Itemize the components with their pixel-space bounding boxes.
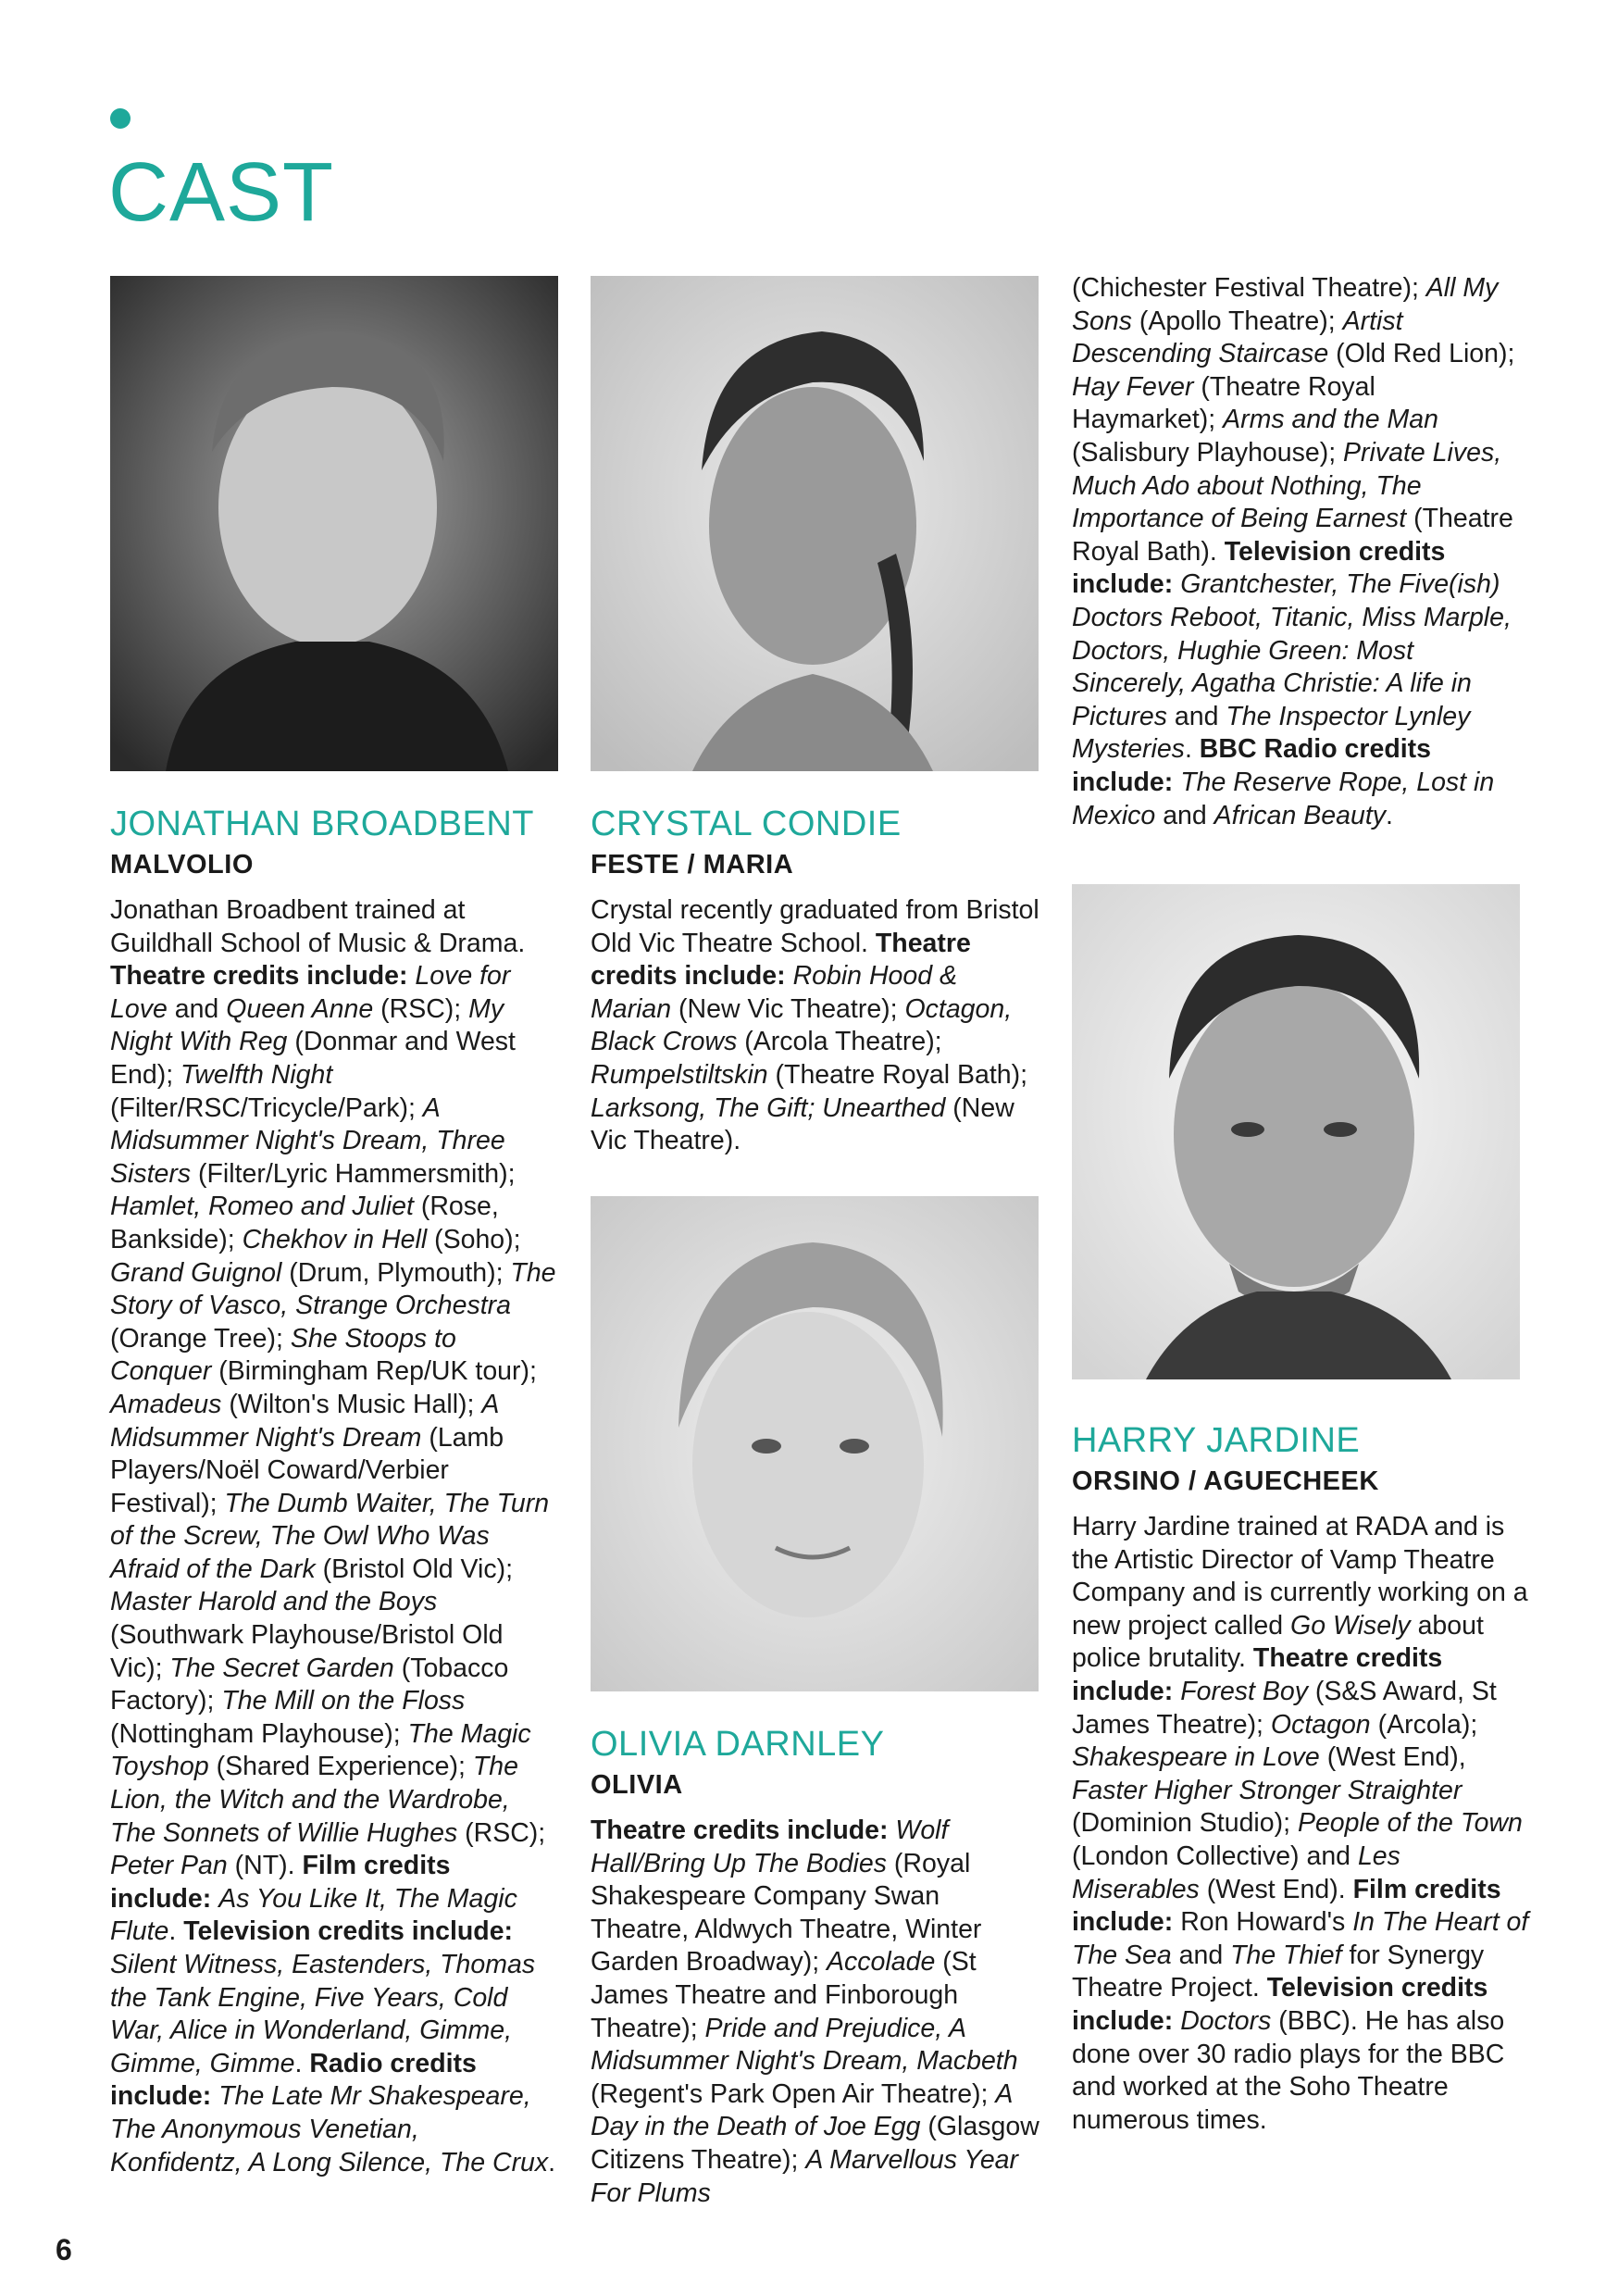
bio-title: Queen Anne	[226, 993, 374, 1024]
bio-text: (Theatre Royal Haymarket);	[1072, 371, 1375, 435]
bio-title: Artist Descending Staircase	[1072, 306, 1403, 369]
bio-text: (Rose, Bankside);	[110, 1192, 499, 1254]
cast-entry-harry-jardine	[1072, 1418, 1535, 2137]
bio-text: (Apollo Theatre);	[1131, 306, 1343, 336]
bio-title: The Magic Toyshop	[110, 1718, 531, 1782]
bio-title: Master Harold and the Boys	[110, 1587, 438, 1617]
bio-title: Grantchester, The Five(ish) Doctors Reboot, Titanic, Miss Marple, Doctors, Hughie Green: Most Sincerely, Agatha Christie: A life in Pictures	[1072, 569, 1512, 731]
bio-heading: Theatre credits include:	[110, 961, 416, 992]
bio-title: Rumpelstiltskin	[591, 1059, 768, 1090]
bio-text: (West End).	[1199, 1874, 1353, 1904]
bio-text: (RSC);	[373, 993, 469, 1024]
cast-bio-continued-olivia-darnley	[1072, 272, 1525, 832]
bio-text: (Shared Experience);	[208, 1752, 473, 1782]
bio-text: (Nottingham Playhouse);	[110, 1718, 408, 1749]
cast-bio	[110, 894, 558, 2179]
bio-title: The Lion, the Witch and the Wardrobe, The Sonnets of Willie Hughes	[110, 1752, 518, 1848]
cast-bio-continued	[1072, 272, 1525, 832]
bio-text: (Glasgow Citizens Theatre);	[591, 2112, 1039, 2175]
bio-title: The Inspector Lynley Mysteries	[1072, 701, 1471, 765]
bio-text: .	[1184, 734, 1200, 765]
bio-text: (Salisbury Playhouse);	[1072, 437, 1344, 468]
cast-role: OLIVIA	[591, 1770, 683, 1800]
bio-title: People of the Town	[1297, 1808, 1523, 1839]
bio-title: Doctors	[1180, 2005, 1272, 2036]
bio-text: (Regent's Park Open Air Theatre);	[591, 2078, 996, 2109]
bio-text: for Synergy Theatre Project.	[1072, 1940, 1485, 2003]
bio-title: Accolade	[827, 1947, 936, 1978]
accent-dot	[110, 108, 131, 129]
bio-text: (Birmingham Rep/UK tour);	[211, 1356, 537, 1387]
bio-heading: Radio credits include:	[110, 2048, 477, 2112]
bio-heading: Television credits include:	[183, 1916, 514, 1947]
photo-jonathan-broadbent	[110, 276, 558, 771]
bio-title: Octagon, Black Crows	[591, 993, 1013, 1057]
bio-title: My Night With Reg	[110, 993, 504, 1057]
bio-text: .	[1386, 800, 1393, 830]
bio-text: (Filter/Lyric Hammersmith);	[191, 1158, 516, 1189]
bio-text: about police brutality.	[1072, 1610, 1484, 1674]
cast-name: HARRY JARDINE	[1072, 1421, 1361, 1460]
bio-title: The Dumb Waiter, The Turn of the Screw, The Owl Who Was Afraid of the Dark	[110, 1488, 550, 1584]
bio-title: Go Wisely	[1290, 1610, 1411, 1641]
cast-role: FESTE / MARIA	[591, 850, 794, 880]
bio-title: Octagon	[1270, 1709, 1371, 1740]
bio-text: .	[168, 1916, 184, 1947]
bio-heading: Film credits include:	[110, 1851, 451, 1914]
bio-text: (St James Theatre and Finborough Theatre);	[591, 1947, 977, 2043]
bio-title: She Stoops to Conquer	[110, 1323, 456, 1387]
photo-crystal-condie	[591, 276, 1039, 771]
bio-title: Hay Fever	[1072, 371, 1194, 402]
bio-title: A Midsummer Night's Dream, Three Sisters	[110, 1092, 505, 1189]
bio-text: .	[548, 2147, 556, 2177]
cast-entry-olivia-darnley	[591, 1722, 1044, 2210]
bio-text: (Bristol Old Vic);	[315, 1554, 514, 1584]
bio-title: A Day in the Death of Joe Egg	[591, 2078, 1013, 2142]
bio-text: (S&S Award, St James Theatre);	[1072, 1676, 1497, 1740]
bio-title: The Late Mr Shakespeare, The Anonymous Venetian, Konfidentz, A Long Silence, The Crux	[110, 2081, 549, 2177]
bio-title: Peter Pan	[110, 1851, 228, 1881]
bio-text: (BBC). He has also done over 30 radio plays for the BBC and worked at the Soho Theatre numerous times.	[1072, 2005, 1505, 2135]
bio-title: Hamlet, Romeo and Juliet	[110, 1192, 414, 1222]
cast-entry-crystal-condie	[591, 802, 1044, 1158]
bio-text: (New Vic Theatre);	[671, 993, 905, 1024]
bio-text: (Tobacco Factory);	[110, 1653, 509, 1716]
bio-text: (Royal Shakespeare Company Swan Theatre, Aldwych Theatre, Winter Garden Broadway);	[591, 1848, 982, 1978]
bio-title: A Marvellous Year For Plums	[591, 2144, 1019, 2208]
bio-heading: Theatre credits include:	[591, 1816, 896, 1845]
bio-heading: Television credits include:	[1072, 536, 1446, 600]
bio-title: Forest Boy	[1180, 1676, 1308, 1706]
bio-text: Ron Howard's	[1180, 1907, 1353, 1938]
bio-title: Les Miserables	[1072, 1841, 1400, 1904]
bio-text: Crystal recently graduated from Bristol Old Vic Theatre School.	[591, 895, 1039, 958]
bio-text: (New Vic Theatre).	[591, 1092, 1014, 1156]
bio-text: (Arcola Theatre);	[737, 1027, 942, 1057]
bio-title: The Mill on the Floss	[221, 1686, 466, 1716]
bio-title: Shakespeare in Love	[1072, 1742, 1320, 1773]
bio-text: (Southwark Playhouse/Bristol Old Vic);	[110, 1620, 504, 1683]
bio-title: Grand Guignol	[110, 1257, 282, 1288]
bio-title: Private Lives, Much Ado about Nothing, The Importance of Being Earnest	[1072, 437, 1502, 534]
bio-text: (Donmar and West End);	[110, 1027, 516, 1090]
cast-name: OLIVIA DARNLEY	[591, 1725, 885, 1764]
bio-text: (Filter/RSC/Tricycle/Park);	[110, 1092, 423, 1123]
bio-text: and	[1171, 1940, 1231, 1970]
photo-olivia-darnley	[591, 1196, 1039, 1691]
bio-title: Chekhov in Hell	[242, 1224, 428, 1254]
bio-text: (Theatre Royal Bath);	[767, 1059, 1028, 1090]
bio-text: Harry Jardine trained at RADA and is the Artistic Director of Vamp Theatre Company and is currently working on a new project called	[1072, 1512, 1528, 1641]
page-title: CAST	[108, 146, 335, 239]
bio-title: Robin Hood & Marian	[591, 961, 958, 1024]
cast-name: CRYSTAL CONDIE	[591, 805, 902, 843]
bio-title: All My Sons	[1072, 273, 1499, 336]
bio-text: (Arcola);	[1370, 1709, 1478, 1740]
bio-heading: Theatre credits include:	[591, 928, 971, 992]
bio-title: A Midsummer Night's Dream	[110, 1389, 499, 1453]
bio-text: (Orange Tree);	[110, 1323, 291, 1354]
bio-title: Arms and the Man	[1223, 405, 1438, 435]
cast-bio	[1072, 1511, 1535, 2137]
bio-title: Pride and Prejudice, A Midsummer Night's Dream, Macbeth	[591, 2013, 1018, 2077]
bio-heading: BBC Radio credits include:	[1072, 734, 1431, 797]
bio-title: The Story of Vasco, Strange Orchestra	[110, 1257, 556, 1321]
bio-text: (Dominion Studio);	[1072, 1808, 1298, 1839]
bio-title: The Reserve Rope, Lost in Mexico	[1072, 767, 1495, 830]
cast-name: JONATHAN BROADBENT	[110, 805, 535, 843]
photo-harry-jardine	[1072, 884, 1520, 1379]
bio-text: and	[167, 993, 227, 1024]
bio-title: Wolf Hall/Bring Up The Bodies	[591, 1816, 949, 1878]
bio-heading: Theatre credits include:	[1072, 1643, 1443, 1706]
bio-text: Jonathan Broadbent trained at Guildhall School of Music & Drama.	[110, 895, 526, 958]
bio-title: The Secret Garden	[169, 1653, 394, 1683]
bio-title: Twelfth Night	[180, 1059, 333, 1090]
bio-text: (Lamb Players/Noël Coward/Verbier Festival);	[110, 1422, 504, 1518]
bio-title: Faster Higher Stronger Straighter	[1072, 1775, 1462, 1805]
bio-heading: Film credits include:	[1072, 1874, 1501, 1938]
bio-text: (Old Red Lion);	[1328, 339, 1515, 369]
bio-title: African Beauty	[1214, 800, 1387, 830]
page-number: 6	[56, 2233, 72, 2266]
cast-role: ORSINO / AGUECHEEK	[1072, 1466, 1379, 1496]
bio-text: (NT).	[227, 1851, 303, 1881]
bio-text: (Soho);	[427, 1224, 521, 1254]
bio-title: In The Heart of The Sea	[1072, 1907, 1529, 1970]
bio-title: As You Like It, The Magic Flute	[110, 1883, 517, 1947]
bio-text: (Theatre Royal Bath).	[1072, 504, 1513, 567]
bio-text: (Drum, Plymouth);	[281, 1257, 511, 1288]
cast-bio	[591, 1815, 1044, 2210]
bio-title: Silent Witness, Eastenders, Thomas the Tank Engine, Five Years, Cold War, Alice in Wonderland, Gimme, Gimme, Gimme	[110, 1950, 536, 2078]
bio-text: and	[1166, 701, 1226, 731]
bio-title: The Thief	[1230, 1940, 1342, 1970]
bio-text: (Wilton's Music Hall);	[221, 1389, 482, 1419]
cast-role: MALVOLIO	[110, 850, 254, 880]
cast-entry-jonathan-broadbent	[110, 802, 558, 2179]
bio-text: (RSC);	[457, 1817, 546, 1848]
bio-text: (Chichester Festival Theatre);	[1072, 273, 1426, 303]
bio-text: (West End),	[1319, 1742, 1466, 1773]
bio-text: and	[1155, 800, 1214, 830]
bio-text: (London Collective) and	[1072, 1841, 1358, 1871]
bio-text: .	[294, 2048, 310, 2078]
cast-bio	[591, 894, 1044, 1158]
bio-title: Love for Love	[110, 961, 511, 1024]
bio-title: Larksong, The Gift; Unearthed	[591, 1092, 946, 1123]
bio-title: Amadeus	[110, 1389, 222, 1419]
bio-heading: Television credits include:	[1072, 1973, 1488, 2036]
